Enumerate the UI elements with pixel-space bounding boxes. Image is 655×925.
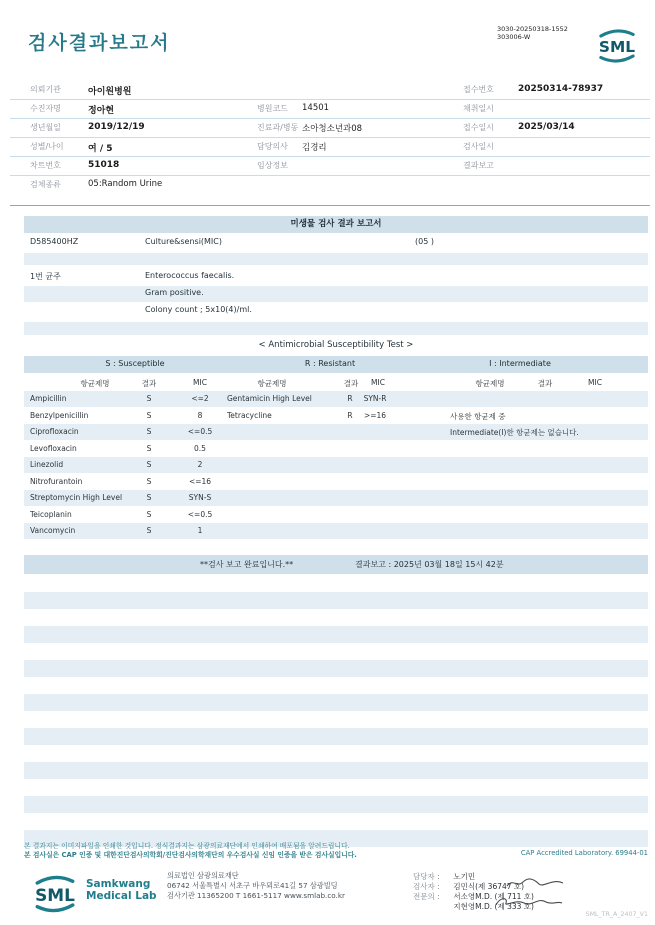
result-value: S <box>146 509 152 519</box>
mic-value: SYN-R <box>363 393 387 403</box>
strain-organism: Enterococcus faecalis. <box>145 271 235 280</box>
result-value: S <box>146 393 152 403</box>
info-row-4 <box>10 137 650 157</box>
org-address <box>167 871 345 901</box>
antibiotic-name: Nitrofurantoin <box>30 476 83 486</box>
doc-code <box>497 25 568 41</box>
mic-value: <=0.5 <box>187 426 213 436</box>
cap-accreditation: CAP Accredited Laboratory. 69944-01 <box>520 849 648 857</box>
mic-value: SYN-S <box>188 492 212 502</box>
result-value: S <box>146 525 152 535</box>
antibiotic-name: Gentamicin High Level <box>227 393 312 403</box>
result-value: S <box>146 426 152 436</box>
staff-value: 서소영M.D. (제 711 호) <box>453 892 534 901</box>
info-label: 병원코드 <box>257 104 288 113</box>
antibiotic-name: Teicoplanin <box>30 509 72 519</box>
info-value: 2019/12/19 <box>88 122 145 132</box>
info-value: 정아현 <box>88 106 115 116</box>
result-value: S <box>146 410 152 420</box>
info-label: 채취일시 <box>463 104 494 113</box>
staff-label: 담당자 : <box>413 872 440 881</box>
empty-row <box>24 762 648 779</box>
mic-value: 2 <box>197 459 203 469</box>
completion-band <box>24 555 648 574</box>
ast-legend <box>24 356 648 373</box>
info-label: 접수번호 <box>463 85 494 94</box>
col-header-result: 결과 <box>343 378 359 388</box>
antibiotic-name: Ampicillin <box>30 393 67 403</box>
ast-row <box>24 408 648 424</box>
antibiotic-name: Tetracycline <box>227 410 272 420</box>
mic-value: 8 <box>197 410 203 420</box>
col-header-name: 항균제명 <box>80 378 110 388</box>
result-value: S <box>146 459 152 469</box>
strain-row <box>24 286 648 302</box>
info-label: 의뢰기관 <box>30 85 61 94</box>
info-label: 생년월일 <box>30 123 61 132</box>
org-name: 의료법인 삼광의료재단 <box>167 871 239 880</box>
info-label: 수진자명 <box>30 104 61 113</box>
col-header-result: 결과 <box>141 378 157 388</box>
mic-value: 1 <box>197 525 203 535</box>
antibiotic-name: Levofloxacin <box>30 443 77 453</box>
info-label: 임상정보 <box>257 161 288 170</box>
info-value: 소아청소년과08 <box>302 124 363 134</box>
gram-stain-result: Gram positive. <box>145 288 204 297</box>
mic-value: <=0.5 <box>187 509 213 519</box>
empty-row <box>24 796 648 813</box>
mic-value: >=16 <box>363 410 387 420</box>
ast-row <box>24 474 648 490</box>
info-value: 20250314-78937 <box>518 84 604 94</box>
signature <box>494 893 564 909</box>
test-name: Culture&sensi(MIC) <box>145 237 222 246</box>
staff-label: 전문의 : <box>413 892 440 901</box>
strain-row <box>24 269 648 285</box>
report-time: 결과보고 : 2025년 03월 18일 15시 42분 <box>355 560 504 569</box>
info-value: 2025/03/14 <box>518 122 575 132</box>
test-row <box>24 235 648 251</box>
disclaimer-line-2: 본 검사실은 CAP 인증 및 대한진단검사의학회/진단검사의학재단의 우수검사실 신임 인증을 받은 검사실입니다. <box>24 851 357 859</box>
empty-row <box>24 626 648 643</box>
empty-row <box>24 322 648 335</box>
empty-row <box>24 592 648 609</box>
info-label: 진료과/병동 <box>257 123 299 132</box>
colony-count: Colony count ; 5x10(4)/ml. <box>145 305 252 314</box>
lab-wordmark <box>86 878 157 902</box>
info-value: 아이원병원 <box>88 87 132 97</box>
ast-row <box>24 391 648 407</box>
doc-version: SML_TR_A_2407_V1 <box>585 911 648 918</box>
info-value: 14501 <box>302 103 330 113</box>
strain-row <box>24 303 648 319</box>
disclaimer-line-1: 본 결과지는 이미지파일을 인쇄한 것입니다. 정식결과지는 삼광의료재단에서 인쇄하여 배포됨을 알려드립니다. <box>24 842 350 850</box>
specimen-code: (05 ) <box>415 237 434 246</box>
info-row-2 <box>10 99 650 119</box>
section-band-title: 미생물 검사 결과 보고서 <box>24 216 648 233</box>
doc-code-line2: 303006-W <box>497 33 531 41</box>
col-header-name: 항균제명 <box>475 378 505 388</box>
info-value: 여 / 5 <box>88 144 113 154</box>
legend-resistant: R : Resistant <box>304 359 356 368</box>
legend-susceptible: S : Susceptible <box>105 359 165 368</box>
result-value: R <box>347 393 353 403</box>
result-value: S <box>146 443 152 453</box>
antibiotic-name: Streptomycin High Level <box>30 492 123 502</box>
info-label: 담당의사 <box>257 142 288 151</box>
ast-title: < Antimicrobial Susceptibility Test > <box>258 340 414 350</box>
info-label: 차트번호 <box>30 161 61 170</box>
ast-row <box>24 457 648 473</box>
result-value: S <box>146 476 152 486</box>
ast-row <box>24 523 648 539</box>
info-label: 접수일시 <box>463 123 494 132</box>
col-header-mic: MIC <box>371 377 385 387</box>
note-text: Intermediate(I)한 항균제는 없습니다. <box>450 427 579 437</box>
legend-intermediate: I : Intermediate <box>489 359 551 368</box>
svg-text:SML: SML <box>598 38 636 57</box>
col-header-mic: MIC <box>193 377 207 387</box>
staff-value: 지현영M.D. (제 333 호) <box>453 902 534 911</box>
col-header-mic: MIC <box>588 377 602 387</box>
test-code: D585400HZ <box>30 237 79 246</box>
note-text: 사용한 항균제 중 <box>450 411 506 421</box>
staff-value: 노기민 <box>453 872 476 881</box>
completion-text: **검사 보고 완료입니다.** <box>200 560 294 569</box>
info-row-6 <box>10 175 650 194</box>
antibiotic-name: Vancomycin <box>30 525 76 535</box>
sml-logo-icon <box>593 26 641 66</box>
info-label: 성별/나이 <box>30 142 64 151</box>
empty-row <box>24 660 648 677</box>
staff-row <box>413 871 475 881</box>
info-value: 05:Random Urine <box>88 179 163 189</box>
result-value: S <box>146 492 152 502</box>
col-header-result: 결과 <box>537 378 553 388</box>
antibiotic-name: Ciprofloxacin <box>30 426 79 436</box>
doc-code-line1: 3030-20250318-1552 <box>497 25 568 33</box>
sml-logo-icon <box>28 872 82 916</box>
info-row-5 <box>10 156 650 176</box>
result-value: R <box>347 410 353 420</box>
staff-label: 검사자 : <box>413 882 440 891</box>
empty-row <box>24 728 648 745</box>
info-label: 결과보고 <box>463 161 494 170</box>
info-label: 검체종류 <box>30 180 61 189</box>
info-label: 검사일시 <box>463 142 494 151</box>
mic-value: <=16 <box>188 476 212 486</box>
col-header-name: 항균제명 <box>257 378 287 388</box>
info-value: 51018 <box>88 160 120 170</box>
org-street: 06742 서울특별시 서초구 바우뫼로41길 57 삼광빌딩 <box>167 881 338 890</box>
ast-header-row <box>24 375 648 389</box>
ast-row <box>24 490 648 506</box>
wordmark-line1: Samkwang <box>86 878 151 890</box>
info-value: 김경리 <box>302 143 327 153</box>
mic-value: 0.5 <box>194 443 206 453</box>
org-contact: 검사기관 11365200 T 1661-5117 www.smlab.co.kr <box>167 891 345 900</box>
strain-label: 1번 균주 <box>30 272 61 281</box>
ast-row <box>24 441 648 457</box>
signature <box>505 877 567 890</box>
wordmark-line2: Medical Lab <box>86 890 157 902</box>
empty-row <box>24 253 648 265</box>
page-title: 검사결과보고서 <box>28 32 171 54</box>
svg-text:SML: SML <box>35 884 75 905</box>
ast-row <box>24 507 648 523</box>
antibiotic-name: Benzylpenicillin <box>30 410 89 420</box>
section-divider <box>10 205 650 206</box>
antibiotic-name: Linezolid <box>30 459 64 469</box>
empty-row <box>24 694 648 711</box>
staff-value: 김민식(제 36747 호) <box>453 882 525 891</box>
info-row-3 <box>10 118 650 138</box>
ast-row <box>24 424 648 440</box>
info-row-1 <box>10 80 650 100</box>
mic-value: <=2 <box>191 393 209 403</box>
